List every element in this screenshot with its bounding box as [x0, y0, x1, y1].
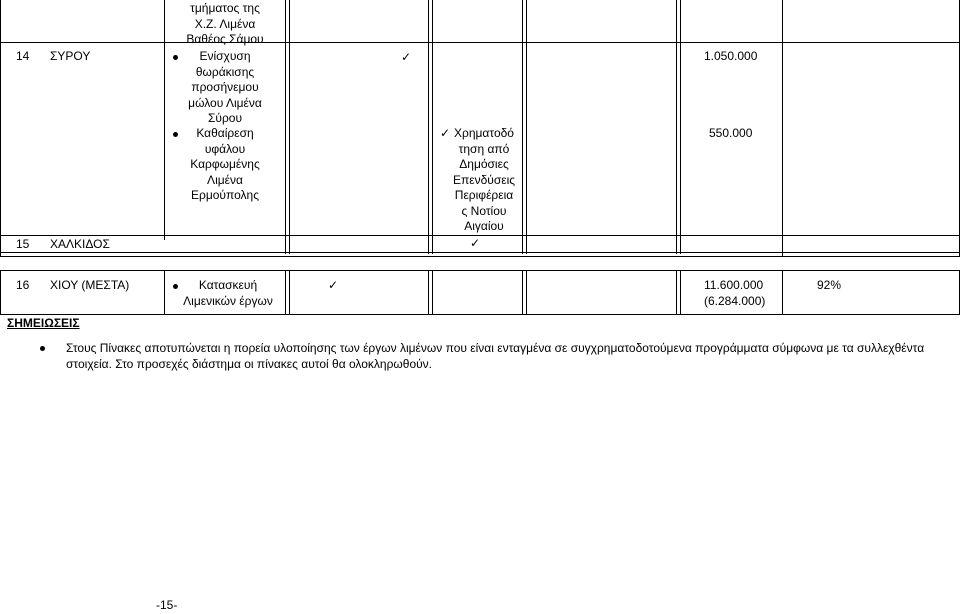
check-icon: ✓ — [401, 50, 412, 64]
port-name: ΧΑΛΚΙΔΟΣ — [50, 237, 110, 251]
row-number: 16 — [16, 278, 30, 292]
port-name: ΧΙΟΥ (ΜΕΣΤΑ) — [50, 278, 130, 292]
check-icon: ✓ — [440, 126, 451, 140]
table-border — [428, 0, 433, 254]
funding-source: Χρηματοδό τηση από Δημόσιες Επενδύσεις Περιφέρεια ς Νοτίου Αιγαίου — [452, 126, 516, 233]
table-border — [0, 270, 960, 271]
budget-value: 550.000 — [709, 126, 753, 140]
notes-title: ΣΗΜΕΙΩΣΕΙΣ — [7, 316, 80, 330]
table-border — [676, 270, 681, 315]
table-border — [522, 0, 527, 254]
project-description: Ενίσχυση θωράκισης προσήνεμου μώλου Λιμένα Σύρου — [188, 49, 262, 125]
table-border — [0, 270, 1, 315]
table-border — [0, 42, 960, 43]
project-description: τμήματος της Χ.Ζ. Λιμένα Βαθέος Σάμου — [186, 1, 264, 46]
row-number: 15 — [16, 237, 30, 251]
table-border — [164, 0, 165, 240]
table-border — [522, 270, 527, 315]
port-name: ΣΥΡΟΥ — [50, 49, 91, 63]
row-number: 14 — [16, 49, 30, 63]
table-border — [676, 0, 681, 254]
page-number: -15- — [156, 598, 178, 612]
check-icon: ✓ — [470, 236, 481, 250]
notes-paragraph: Στους Πίνακες αποτυπώνεται η πορεία υλοποίησης των έργων λιμένων που είναι ενταγμένα σε συγχρηματοδοτούμενα προγράμματα σύμφωνα με τα συλλεχθέντα στοιχεία. Στο προσεχές διάστημα οι πίνακες αυτοί θα ολοκληρωθούν. — [66, 341, 925, 371]
table-border — [782, 270, 783, 315]
budget-note: (6.284.000) — [704, 294, 766, 308]
check-icon: ✓ — [328, 278, 339, 292]
project-description: Κατασκευή Λιμενικών έργων — [183, 278, 273, 308]
bullet-icon — [40, 346, 45, 351]
budget-value: 11.600.000 — [704, 278, 764, 292]
budget-value: 1.050.000 — [704, 49, 758, 63]
completion-percent: 92% — [817, 278, 842, 292]
table-border — [0, 314, 960, 315]
table-border — [0, 252, 960, 257]
table-border — [428, 270, 433, 315]
project-description: Καθαίρεση υφάλου Καρφωμένης Λιμένα Ερμούπολης — [190, 126, 260, 202]
table-border — [285, 0, 290, 254]
table-border — [164, 270, 165, 315]
table-border — [782, 0, 783, 256]
table-border — [0, 0, 1, 256]
